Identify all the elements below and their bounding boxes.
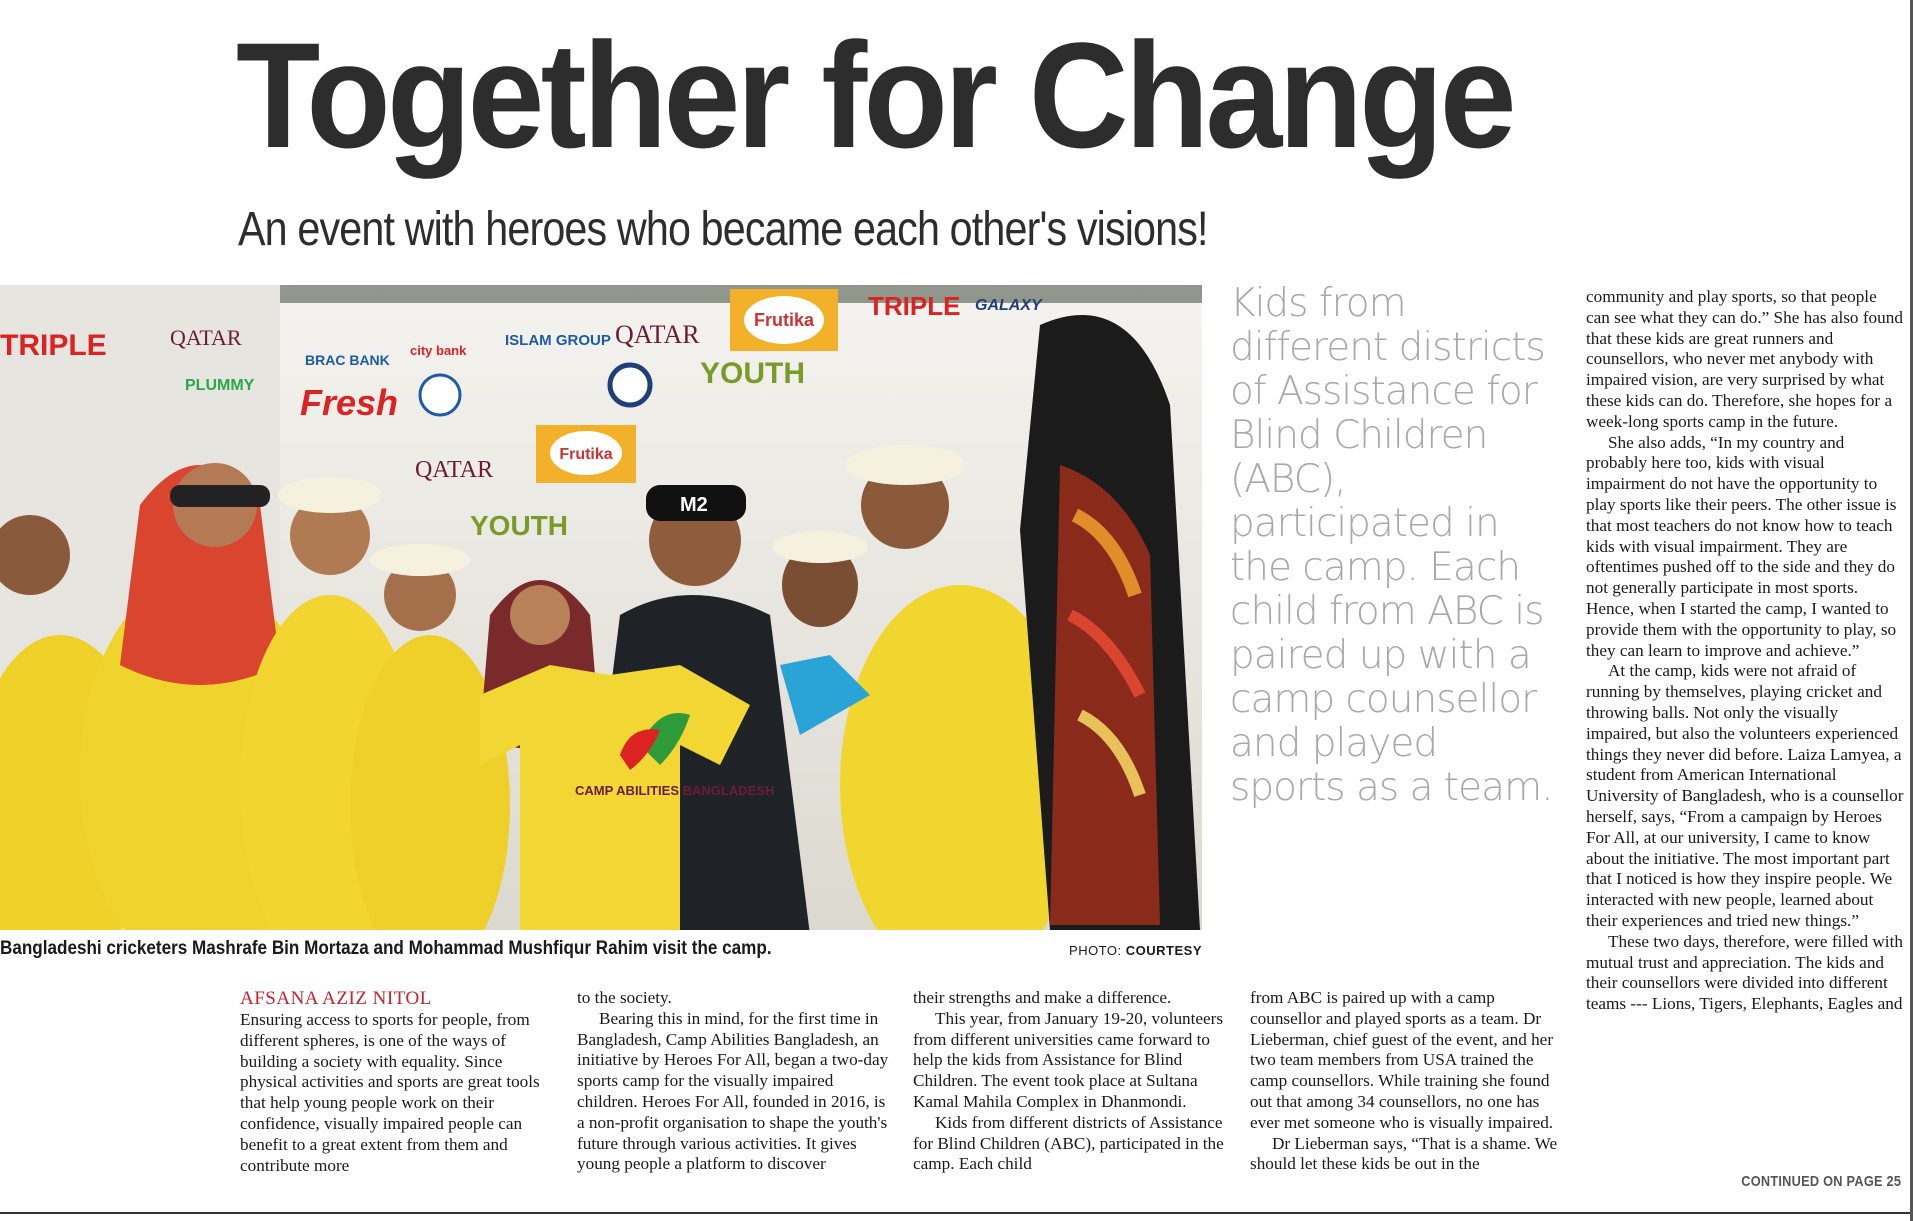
logo-islam-group: ISLAM GROUP bbox=[505, 332, 611, 349]
photo-credit-value: COURTESY bbox=[1125, 943, 1202, 958]
photo-credit bbox=[1069, 943, 1202, 958]
logo-plummy: PLUMMY bbox=[185, 377, 255, 394]
paragraph: Bearing this in mind, for the first time in Bangladesh, Camp Abilities Bangladesh, an initiative by Heroes For All, began a two-day sports camp for the visually impaired children. Heroes For All, founded in 2016, is a non-profit organisation to shape the youth's future through various activities. It gives young people a platform to discover bbox=[577, 1008, 889, 1174]
svg-text:QATAR: QATAR bbox=[170, 325, 242, 350]
paragraph: Ensuring access to sports for people, from different spheres, is one of the ways of building a society with equality. Since physical activities and sports are great tools that help young people work on their confidence, visually impaired people can benefit to a great extent from them and contribute more bbox=[240, 1010, 540, 1175]
logo-brac-bank: BRAC BANK bbox=[305, 352, 390, 368]
logo-fresh: Fresh bbox=[300, 382, 399, 423]
logo-youth: YOUTH bbox=[700, 357, 805, 390]
column-1-body bbox=[240, 1010, 555, 1176]
paragraph: Kids from different districts of Assistance for Blind Children (ABC), participated in the camp. Each child bbox=[913, 1112, 1224, 1174]
column-4 bbox=[1250, 988, 1565, 1175]
logo-triple: TRIPLE bbox=[868, 291, 961, 321]
paragraph: to the society. bbox=[577, 988, 672, 1007]
event-photo-illustration bbox=[0, 285, 1202, 930]
pull-quote: Kids from different districts of Assistance for Blind Children (ABC), participated in the camp. Each child from ABC is paired up with a camp counsellor and played sports as a team. bbox=[1230, 281, 1553, 810]
paragraph: Dr Lieberman says, “That is a shame. We should let these kids be out in the bbox=[1250, 1133, 1558, 1174]
logo-frutika-2: Frutika bbox=[559, 446, 613, 463]
paragraph: At the camp, kids were not afraid of running by themselves, playing cricket and throwing balls. Not only the visually impaired, but also the volunteers experienced things they never did before. Laiza Lamyea, a student from American International University of Bangladesh, who is a counsellor herself, says, “From a campaign by Heroes For All, at our university, I came to know about the initiative. The most important part that I noticed is how they inspire people. We interacted with new people, learned about their experiences and tried new things.” bbox=[1586, 661, 1904, 930]
svg-text:YOUTH: YOUTH bbox=[470, 510, 568, 541]
event-photo bbox=[0, 285, 1202, 930]
paragraph: This year, from January 19-20, volunteers from different universities came forward to help the kids from Assistance for Blind Children. The event took place at Sultana Kamal Mahila Complex in Dhanmondi. bbox=[913, 1008, 1224, 1111]
byline: AFSANA AZIZ NITOL bbox=[240, 988, 432, 1009]
svg-text:QATAR: QATAR bbox=[415, 457, 494, 483]
column-3 bbox=[913, 988, 1228, 1175]
shirt-text: CAMP ABILITIES BANGLADESH bbox=[575, 783, 775, 798]
column-2 bbox=[577, 988, 892, 1175]
logo-city-bank: city bank bbox=[410, 343, 467, 358]
photo-caption: Bangladeshi cricketers Mashrafe Bin Mortaza and Mohammad Mushfiqur Rahim visit the camp. bbox=[0, 938, 772, 959]
column-5 bbox=[1586, 287, 1904, 1015]
svg-text:TRIPLE: TRIPLE bbox=[0, 329, 107, 362]
page-bottom-rule bbox=[0, 1212, 1913, 1214]
paragraph: community and play sports, so that people can see what they can do.” She has also found that these kids are great runners and counsellors, who never met anybody with impaired vision, are very surprised by what these kids can do. Therefore, she hopes for a week-long sports camp in the future. bbox=[1586, 287, 1903, 431]
logo-galaxy: GALAXY bbox=[975, 297, 1042, 314]
paragraph: their strengths and make a difference. bbox=[913, 988, 1172, 1007]
paragraph: from ABC is paired up with a camp counsellor and played sports as a team. Dr Lieberman, chief guest of the event, and her two team members from USA trained the camp counsellors. While training she found out that among 34 counsellors, no one has ever met someone who is visually impaired. bbox=[1250, 988, 1554, 1132]
paragraph: These two days, therefore, were filled with mutual trust and appreciation. The kids and their counsellors were divided into different teams --- Lions, Tigers, Elephants, Eagles and bbox=[1586, 931, 1903, 1014]
logo-frutika-1: Frutika bbox=[753, 310, 815, 330]
continued-note: CONTINUED ON PAGE 25 bbox=[1740, 1173, 1901, 1190]
subheadline: An event with heroes who became each other's visions! bbox=[238, 203, 1208, 256]
column-1 bbox=[240, 988, 555, 1176]
paragraph: She also adds, “In my country and probably here too, kids with visual impairment do not have the opportunity to play sports like their peers. The other issue is that most teachers do not know how to teach kids with visual impairment. They are oftentimes pushed off to the side and they do not generally participate in most sports. Hence, when I started the camp, I wanted to provide them with the opportunity to play, so they can learn to improve and achieve.” bbox=[1586, 432, 1897, 660]
logo-qatar: QATAR bbox=[615, 320, 700, 349]
photo-credit-label: PHOTO: bbox=[1069, 943, 1126, 958]
headline: Together for Change bbox=[236, 11, 1513, 179]
cap-text: M2 bbox=[680, 494, 708, 516]
